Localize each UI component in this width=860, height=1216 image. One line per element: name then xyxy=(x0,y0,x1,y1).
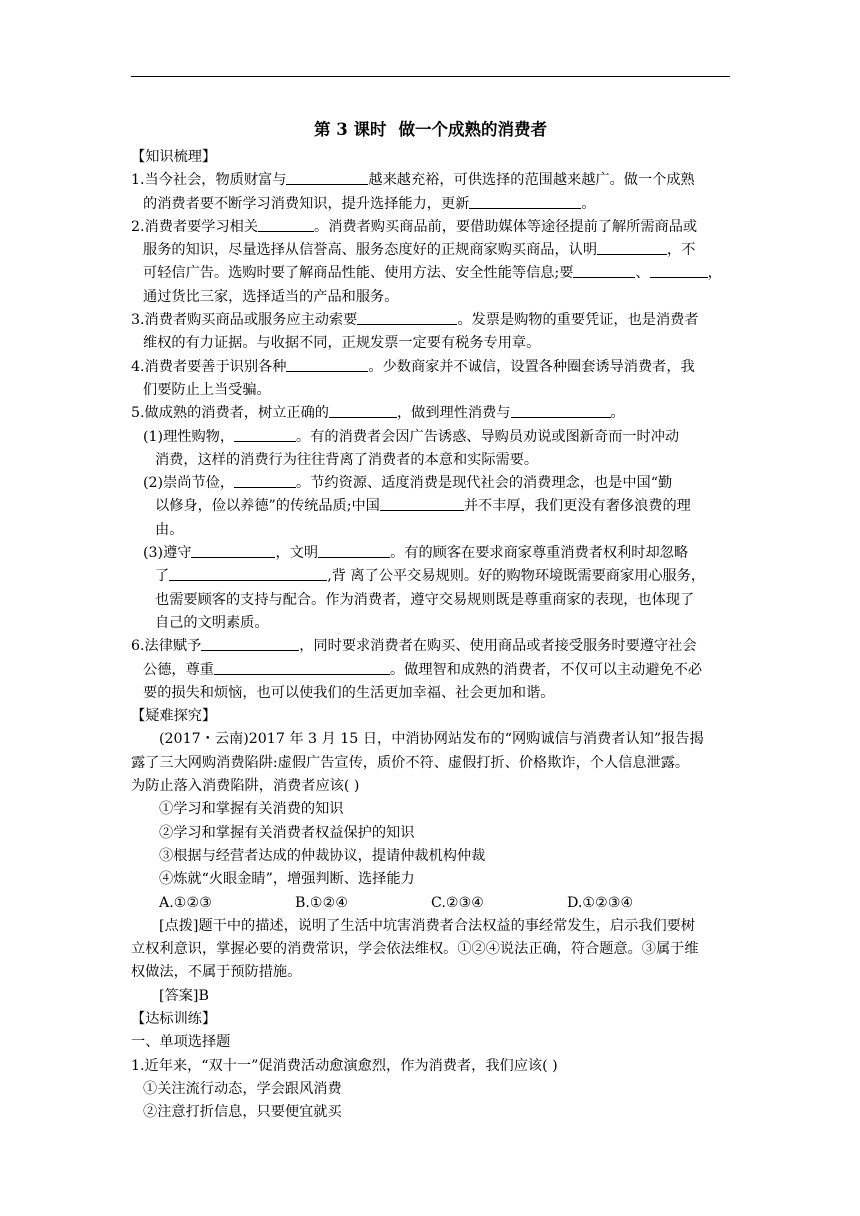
answer-blank[interactable] xyxy=(357,310,457,325)
item-2-line: 可轻信广告。选购时要了解商品性能、使用方法、安全性能等信息;要 、 ， xyxy=(143,265,722,282)
item-1-line: 1.当今社会，物质财富与 越来越充裕，可供选择的范围越来越广。做一个成熟 xyxy=(131,172,695,189)
answer-blank[interactable] xyxy=(214,660,390,675)
answer-options xyxy=(131,892,730,915)
answer-blank[interactable] xyxy=(380,496,464,511)
answer-blank[interactable] xyxy=(191,543,275,558)
option-a[interactable]: A.①②③ xyxy=(159,894,212,911)
item-3-line: 维权的有力证据。与收据不同，正规发票一定要有税务专用章。 xyxy=(143,335,541,352)
item-5-3-line: 了 ,背 离了公平交易规则。好的购物环境既需要商家用心服务， xyxy=(155,568,706,585)
item-5-line: 5.做成熟的消费者，树立正确的 ，做到理性消费与 。 xyxy=(131,405,625,422)
item-2-line: 2.消费者要学习相关 。消费者购买商品前，要借助媒体等途径提前了解所需商品或 xyxy=(131,218,698,235)
question-stem: (2017・云南)2017 年 3 月 15 日，中消协网站发布的“网购诚信与消费者认知”报告揭 xyxy=(159,731,704,748)
section-heading: 【达标训练】 xyxy=(131,1010,217,1027)
answer-blank[interactable] xyxy=(201,636,299,651)
section-heading: 【知识梳理】 xyxy=(131,149,217,165)
choice-item: ②注意打折信息，只要便宜就买 xyxy=(143,1104,342,1121)
item-5-1-line: (1)理性购物， 。有的消费者会因广告诱惑、导购员劝说或图新奇而一时冲动 xyxy=(143,428,680,445)
page-title xyxy=(131,118,730,141)
choice-item: ④炼就“火眼金睛”，增强判断、选择能力 xyxy=(159,871,415,888)
item-5-1-line: 消费，这样的消费行为往往背离了消费者的本意和实际需要。 xyxy=(155,451,539,468)
answer-blank[interactable] xyxy=(318,543,390,558)
item-5-3-line: (3)遵守 ，文明 。有的顾客在要求商家尊重消费者权利时却忽略 xyxy=(143,545,689,562)
item-5-2-line: 以修身，俭以养德”的传统品质;中国 并不丰厚，我们更没有奢侈浪费的理 xyxy=(155,498,691,515)
item-5-3-line: 自己的文明素质。 xyxy=(155,614,269,631)
hint-text: 立权利意识，掌握必要的消费常识，学会依法维权。①②④说法正确，符合题意。③属于维 xyxy=(131,941,699,958)
answer-blank[interactable] xyxy=(650,263,708,278)
answer-blank[interactable] xyxy=(258,217,314,232)
question-stem: 露了三大网购消费陷阱:虚假广告宣传，质价不符、虚假打折、价格欺诈，个人信息泄露。 xyxy=(131,754,690,771)
option-b[interactable]: B.①②④ xyxy=(295,894,349,911)
answer-blank[interactable] xyxy=(169,566,327,581)
hint-text: [点拨]题干中的描述，说明了生活中坑害消费者合法权益的事经常发生，启示我们要树 xyxy=(159,917,696,934)
answer-blank[interactable] xyxy=(286,170,368,185)
item-4-line: 们要防止上当受骗。 xyxy=(143,381,271,398)
hint-text: 权做法，不属于预防措施。 xyxy=(131,964,302,981)
header-rule xyxy=(131,76,730,77)
item-6-line: 公德，尊重 。做理智和成熟的消费者，不仅可以主动避免不必 xyxy=(143,661,703,678)
answer-blank[interactable] xyxy=(511,403,611,418)
item-5-2-line: (2)崇尚节俭， 。节约资源、适度消费是现代社会的消费理念，也是中国“勤 xyxy=(143,475,673,492)
item-1-line: 的消费者要不断学习消费知识，提升选择能力，更新 。 xyxy=(143,195,596,212)
choice-item: ③根据与经营者达成的仲裁协议，提请仲裁机构仲裁 xyxy=(159,847,486,864)
question-stem: 为防止落入消费陷阱，消费者应该( ) xyxy=(131,778,360,795)
document-body xyxy=(131,96,730,1124)
item-2-line: 服务的知识，尽量选择从信誉高、服务态度好的正规商家购买商品，认明 ，不 xyxy=(143,242,696,259)
item-4-line: 4.消费者要善于识别各种 。少数商家并不诚信，设置各种圈套诱导消费者，我 xyxy=(131,358,695,375)
answer-blank[interactable] xyxy=(286,357,368,372)
item-6-line: 6.法律赋予 ，同时要求消费者在购买、使用商品或者接受服务时要遵守社会 xyxy=(131,638,697,655)
item-2-line: 通过货比三家，选择适当的产品和服务。 xyxy=(143,288,399,305)
item-5-2-line: 由。 xyxy=(155,521,184,538)
option-c[interactable]: C.②③④ xyxy=(431,894,485,911)
answer-blank[interactable] xyxy=(597,240,667,255)
answer-blank[interactable] xyxy=(234,473,296,488)
choice-item: ①学习和掌握有关消费的知识 xyxy=(159,801,344,818)
answer-blank[interactable] xyxy=(573,263,635,278)
lesson-name: 做一个成熟的消费者 xyxy=(398,120,547,139)
answer-text: [答案]B xyxy=(159,987,209,1004)
question-stem: 1.近年来，“双十一”促消费活动愈演愈烈，作为消费者，我们应该( ) xyxy=(131,1057,558,1074)
subsection-heading: 一、单项选择题 xyxy=(131,1034,231,1051)
lesson-number: 第 3 课时 xyxy=(314,120,387,139)
option-d[interactable]: D.①②③④ xyxy=(567,894,634,911)
item-3-line: 3.消费者购买商品或服务应主动索要 。发票是购物的重要凭证，也是消费者 xyxy=(131,312,699,329)
choice-item: ②学习和掌握有关消费者权益保护的知识 xyxy=(159,824,415,841)
item-5-3-line: 也需要顾客的支持与配合。作为消费者，遵守交易规则既是尊重商家的表现，也体现了 xyxy=(155,591,695,608)
section-heading: 【疑难探究】 xyxy=(131,708,217,725)
answer-blank[interactable] xyxy=(469,194,581,209)
answer-blank[interactable] xyxy=(329,403,397,418)
answer-blank[interactable] xyxy=(234,427,296,442)
choice-item: ①关注流行动态，学会跟风消费 xyxy=(143,1080,342,1097)
item-6-line: 要的损失和烦恼，也可以使我们的生活更加幸福、社会更加和谐。 xyxy=(143,684,555,701)
